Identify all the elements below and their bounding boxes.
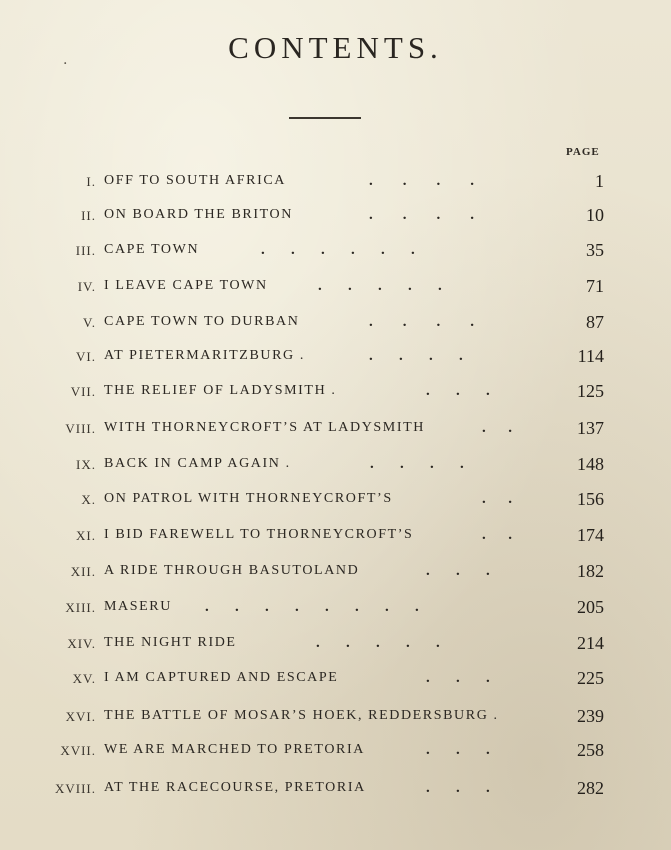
chapter-row bbox=[0, 454, 671, 485]
chapter-title: THE BATTLE OF MOSAR’S HOEK, REDDERSBURG . bbox=[104, 708, 499, 723]
chapter-row bbox=[0, 740, 671, 771]
chapter-number: X. bbox=[81, 492, 96, 507]
leader-dots: . . . bbox=[426, 670, 490, 686]
leader-dots: . . . . bbox=[369, 207, 474, 223]
chapter-number: XII. bbox=[70, 564, 96, 579]
chapter-title: ON PATROL WITH THORNEYCROFT’S bbox=[104, 491, 393, 506]
leader-dots: . . . . . . . . bbox=[205, 599, 419, 615]
leader-dots: . . . bbox=[426, 742, 490, 758]
chapter-page-number: 137 bbox=[577, 418, 604, 438]
chapter-title: WE ARE MARCHED TO PRETORIA bbox=[104, 742, 365, 757]
chapter-row bbox=[0, 561, 671, 592]
leader-dots: . . bbox=[482, 420, 512, 436]
chapter-title: OFF TO SOUTH AFRICA bbox=[104, 173, 286, 188]
chapter-page-number: 239 bbox=[577, 706, 604, 726]
chapter-number: I. bbox=[86, 174, 96, 189]
leader-dots: . . . . bbox=[370, 456, 464, 472]
chapter-row bbox=[0, 778, 671, 809]
chapter-page-number: 214 bbox=[577, 633, 604, 653]
chapter-page-number: 148 bbox=[577, 454, 604, 474]
chapter-page-number: 174 bbox=[577, 525, 604, 545]
chapter-number: VII. bbox=[70, 384, 96, 399]
chapter-title: CAPE TOWN TO DURBAN bbox=[104, 314, 300, 329]
chapter-page-number: 71 bbox=[586, 276, 604, 296]
chapter-page-number: 10 bbox=[586, 205, 604, 225]
leader-dots: . . . . . . bbox=[261, 242, 415, 258]
chapter-page-number: 182 bbox=[577, 561, 604, 581]
chapter-row bbox=[0, 205, 671, 236]
chapter-title: THE NIGHT RIDE bbox=[104, 635, 237, 650]
chapter-page-number: 87 bbox=[586, 312, 604, 332]
leader-dots: . . bbox=[482, 527, 512, 543]
chapter-page-number: 225 bbox=[577, 668, 604, 688]
chapter-number: XIV. bbox=[67, 636, 96, 651]
chapter-number: V. bbox=[83, 315, 96, 330]
chapter-number: VIII. bbox=[65, 421, 96, 436]
title-divider bbox=[289, 117, 361, 119]
leader-dots: . . . bbox=[426, 563, 490, 579]
page-column-label: PAGE bbox=[566, 146, 600, 158]
chapter-row bbox=[0, 706, 671, 737]
chapter-number: III. bbox=[75, 243, 96, 258]
chapter-title: THE RELIEF OF LADYSMITH . bbox=[104, 383, 337, 398]
stray-mark: . bbox=[63, 52, 68, 68]
chapter-number: XV. bbox=[72, 671, 96, 686]
chapter-page-number: 205 bbox=[577, 597, 604, 617]
chapter-page-number: 35 bbox=[586, 240, 604, 260]
chapter-page-number: 1 bbox=[595, 171, 604, 191]
chapter-page-number: 258 bbox=[577, 740, 604, 760]
chapter-row bbox=[0, 240, 671, 271]
chapter-row bbox=[0, 633, 671, 664]
chapter-row bbox=[0, 668, 671, 699]
chapter-title: AT THE RACECOURSE, PRETORIA bbox=[104, 780, 366, 795]
leader-dots: . . . . bbox=[369, 348, 463, 364]
chapter-row bbox=[0, 381, 671, 412]
chapter-row bbox=[0, 276, 671, 307]
chapter-row bbox=[0, 418, 671, 449]
chapter-title: ON BOARD THE BRITON bbox=[104, 207, 293, 222]
page-title: CONTENTS. bbox=[228, 30, 443, 65]
chapter-page-number: 282 bbox=[577, 778, 604, 798]
chapter-number: XVIII. bbox=[54, 781, 96, 796]
chapter-title: CAPE TOWN bbox=[104, 242, 200, 257]
chapter-title: I BID FAREWELL TO THORNEYCROFT’S bbox=[104, 527, 414, 542]
chapter-number: IX. bbox=[76, 457, 96, 472]
chapter-number: IV. bbox=[77, 279, 96, 294]
chapter-title: MASERU bbox=[104, 599, 172, 614]
chapter-row bbox=[0, 346, 671, 377]
chapter-row bbox=[0, 312, 671, 343]
leader-dots: . . . bbox=[426, 780, 490, 796]
chapter-title: A RIDE THROUGH BASUTOLAND bbox=[104, 563, 360, 578]
chapter-row bbox=[0, 597, 671, 628]
leader-dots: . . . . bbox=[369, 314, 474, 330]
leader-dots: . . . . . bbox=[318, 278, 442, 294]
leader-dots: . . . . . bbox=[316, 635, 440, 651]
chapter-title: WITH THORNEYCROFT’S AT LADYSMITH bbox=[104, 420, 425, 435]
leader-dots: . . bbox=[482, 491, 512, 507]
chapter-number: XVII. bbox=[60, 743, 96, 758]
leader-dots: . . . bbox=[426, 383, 490, 399]
chapter-number: XI. bbox=[76, 528, 96, 543]
leader-dots: . . . . bbox=[369, 173, 474, 189]
chapter-row bbox=[0, 171, 671, 202]
chapter-row bbox=[0, 525, 671, 556]
chapter-title: I LEAVE CAPE TOWN bbox=[104, 278, 268, 293]
chapter-number: VI. bbox=[76, 349, 96, 364]
chapter-number: II. bbox=[81, 208, 96, 223]
chapter-number: XIII. bbox=[65, 600, 96, 615]
chapter-number: XVI. bbox=[65, 709, 96, 724]
chapter-page-number: 156 bbox=[577, 489, 604, 509]
chapter-title: AT PIETERMARITZBURG . bbox=[104, 348, 305, 363]
chapter-page-number: 114 bbox=[577, 346, 604, 366]
chapter-title: I AM CAPTURED AND ESCAPE bbox=[104, 670, 339, 685]
chapter-row bbox=[0, 489, 671, 520]
chapter-page-number: 125 bbox=[577, 381, 604, 401]
chapter-title: BACK IN CAMP AGAIN . bbox=[104, 456, 291, 471]
